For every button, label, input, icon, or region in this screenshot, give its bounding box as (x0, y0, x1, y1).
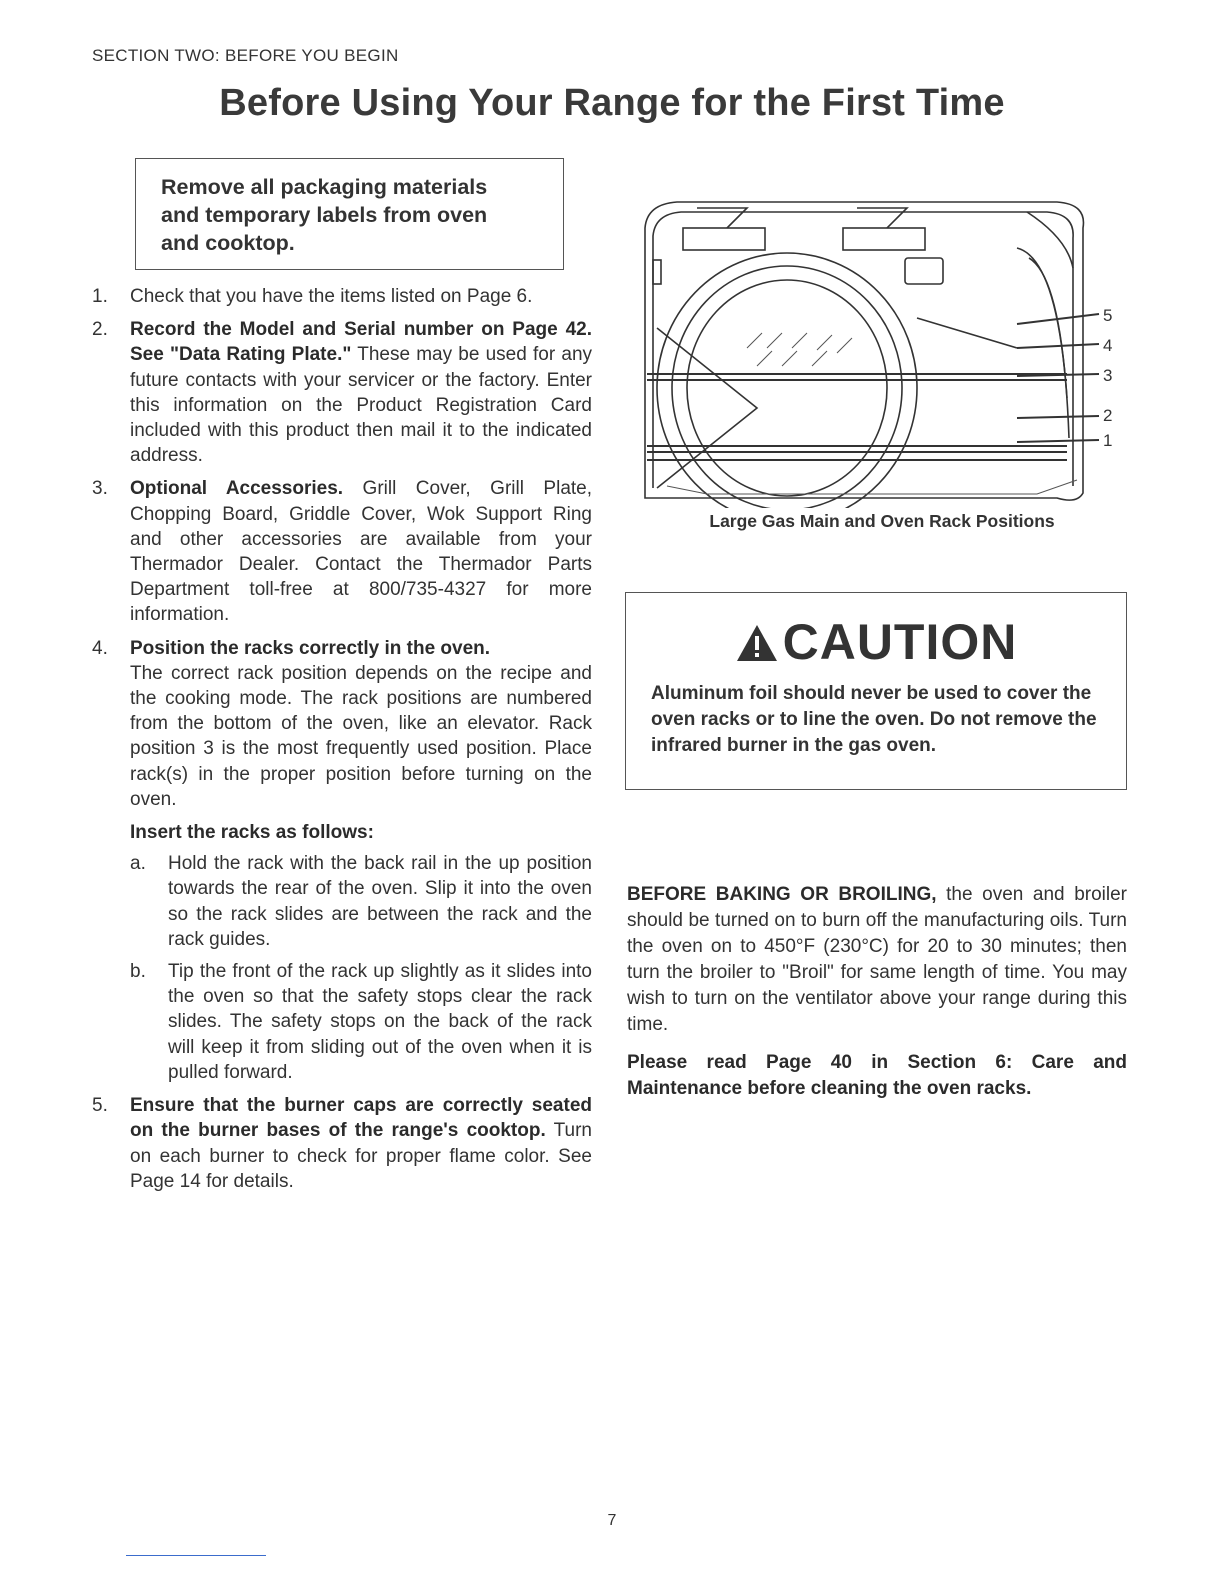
step-bold-text: Optional Accessories. (130, 478, 344, 500)
step-number: 5. (92, 1095, 108, 1117)
step-text: Turn on each burner to check for proper flame color. See Page 14 for details. (130, 1120, 592, 1192)
notice-line: and cooktop. (161, 231, 295, 255)
baking-paragraph (627, 882, 1127, 1038)
step-text: The correct rack position depends on the recipe and the cooking mode. The rack positions are numbered from the bottom of the oven, like an elevator. Rack position 3 is the most frequently used position. Place rack(s) in the proper position before turning on the oven. (130, 662, 592, 810)
substep-a (130, 851, 592, 952)
bottom-rule (126, 1555, 266, 1556)
substep-b (130, 959, 592, 1085)
substep-letter: b. (130, 961, 146, 983)
step-text: These may be used for any future contacts with your servicer or the factory. Enter this information on the Product Registration Card included with this product then mail it to the indicated address. (130, 344, 593, 467)
notice-line: Remove all packaging materials (161, 175, 488, 199)
rack-label-4: 4 (1103, 336, 1113, 355)
step-3 (92, 476, 592, 627)
substep-text: Tip the front of the rack up slightly as it slides into the oven so that the safety stops clear the rack slides. The safety stops on the back of the rack will keep it from sliding out of the oven when it is pulled forward. (168, 961, 592, 1083)
packaging-notice (135, 158, 564, 270)
oven-rack-diagram (637, 198, 1117, 508)
section-label: SECTION TWO: BEFORE YOU BEGIN (92, 46, 399, 65)
page-title: Before Using Your Range for the First Time (219, 82, 1005, 124)
step-5 (92, 1093, 592, 1194)
step-bold-text: Position the racks correctly in the oven. (130, 637, 491, 659)
step-1 (92, 284, 592, 309)
step-number: 4. (92, 637, 108, 659)
figure-caption: Large Gas Main and Oven Rack Positions (709, 511, 1055, 531)
rack-label-2: 2 (1103, 406, 1113, 425)
notice-line: and temporary labels from oven (161, 203, 488, 227)
insert-heading: Insert the racks as follows: (130, 822, 374, 844)
caution-text: Aluminum foil should never be used to cover the oven racks or to line the oven. Do not remove the infrared burner in the gas oven. (651, 683, 1097, 756)
care-note: Please read Page 40 in Section 6: Care and Maintenance before cleaning the oven racks. (627, 1052, 1127, 1099)
caution-box (625, 592, 1127, 790)
step-number: 1. (92, 286, 108, 307)
rack-label-1: 1 (1103, 431, 1113, 450)
rack-label-3: 3 (1103, 366, 1113, 385)
baking-lead: BEFORE BAKING OR BROILING, (627, 884, 937, 905)
step-4 (92, 636, 592, 1085)
baking-text: the oven and broiler should be turned on to burn off the manufacturing oils. Turn the oven on to 450°F (230°C) for 20 to 30 minutes; then turn the broiler to "Broil" for same length of time. You may wish to turn on the ventilator above your range during this time. (627, 884, 1127, 1035)
caution-heading (626, 613, 1126, 671)
baking-section (627, 882, 1127, 1102)
step-number: 2. (92, 319, 108, 341)
substep-text: Hold the rack with the back rail in the up position towards the rear of the oven. Slip it into the oven so the rack slides are between the rack and the rack guides. (168, 853, 592, 950)
step-2 (92, 317, 592, 468)
left-column (92, 158, 592, 1202)
substep-letter: a. (130, 853, 146, 875)
rack-label-5: 5 (1103, 306, 1113, 325)
step-text: Check that you have the items listed on Page 6. (130, 286, 533, 307)
steps-list (92, 284, 592, 1194)
step-number: 3. (92, 478, 108, 500)
step-text: Grill Cover, Grill Plate, Chopping Board, Griddle Cover, Wok Support Ring and other accessories are available from your Thermador Dealer. Contact the Thermador Parts Department toll-free at 800/735-4327 for more information. (130, 478, 593, 626)
caution-title: CAUTION (782, 614, 1018, 670)
warning-triangle-icon (735, 623, 779, 663)
step-bold-text: Ensure that the burner caps are correctly seated on the burner bases of the range's cooktop. (130, 1095, 592, 1142)
step-bold-text: Record the Model and Serial number on Page 42. See "Data Rating Plate." (130, 319, 592, 366)
page-number: 7 (607, 1512, 617, 1529)
